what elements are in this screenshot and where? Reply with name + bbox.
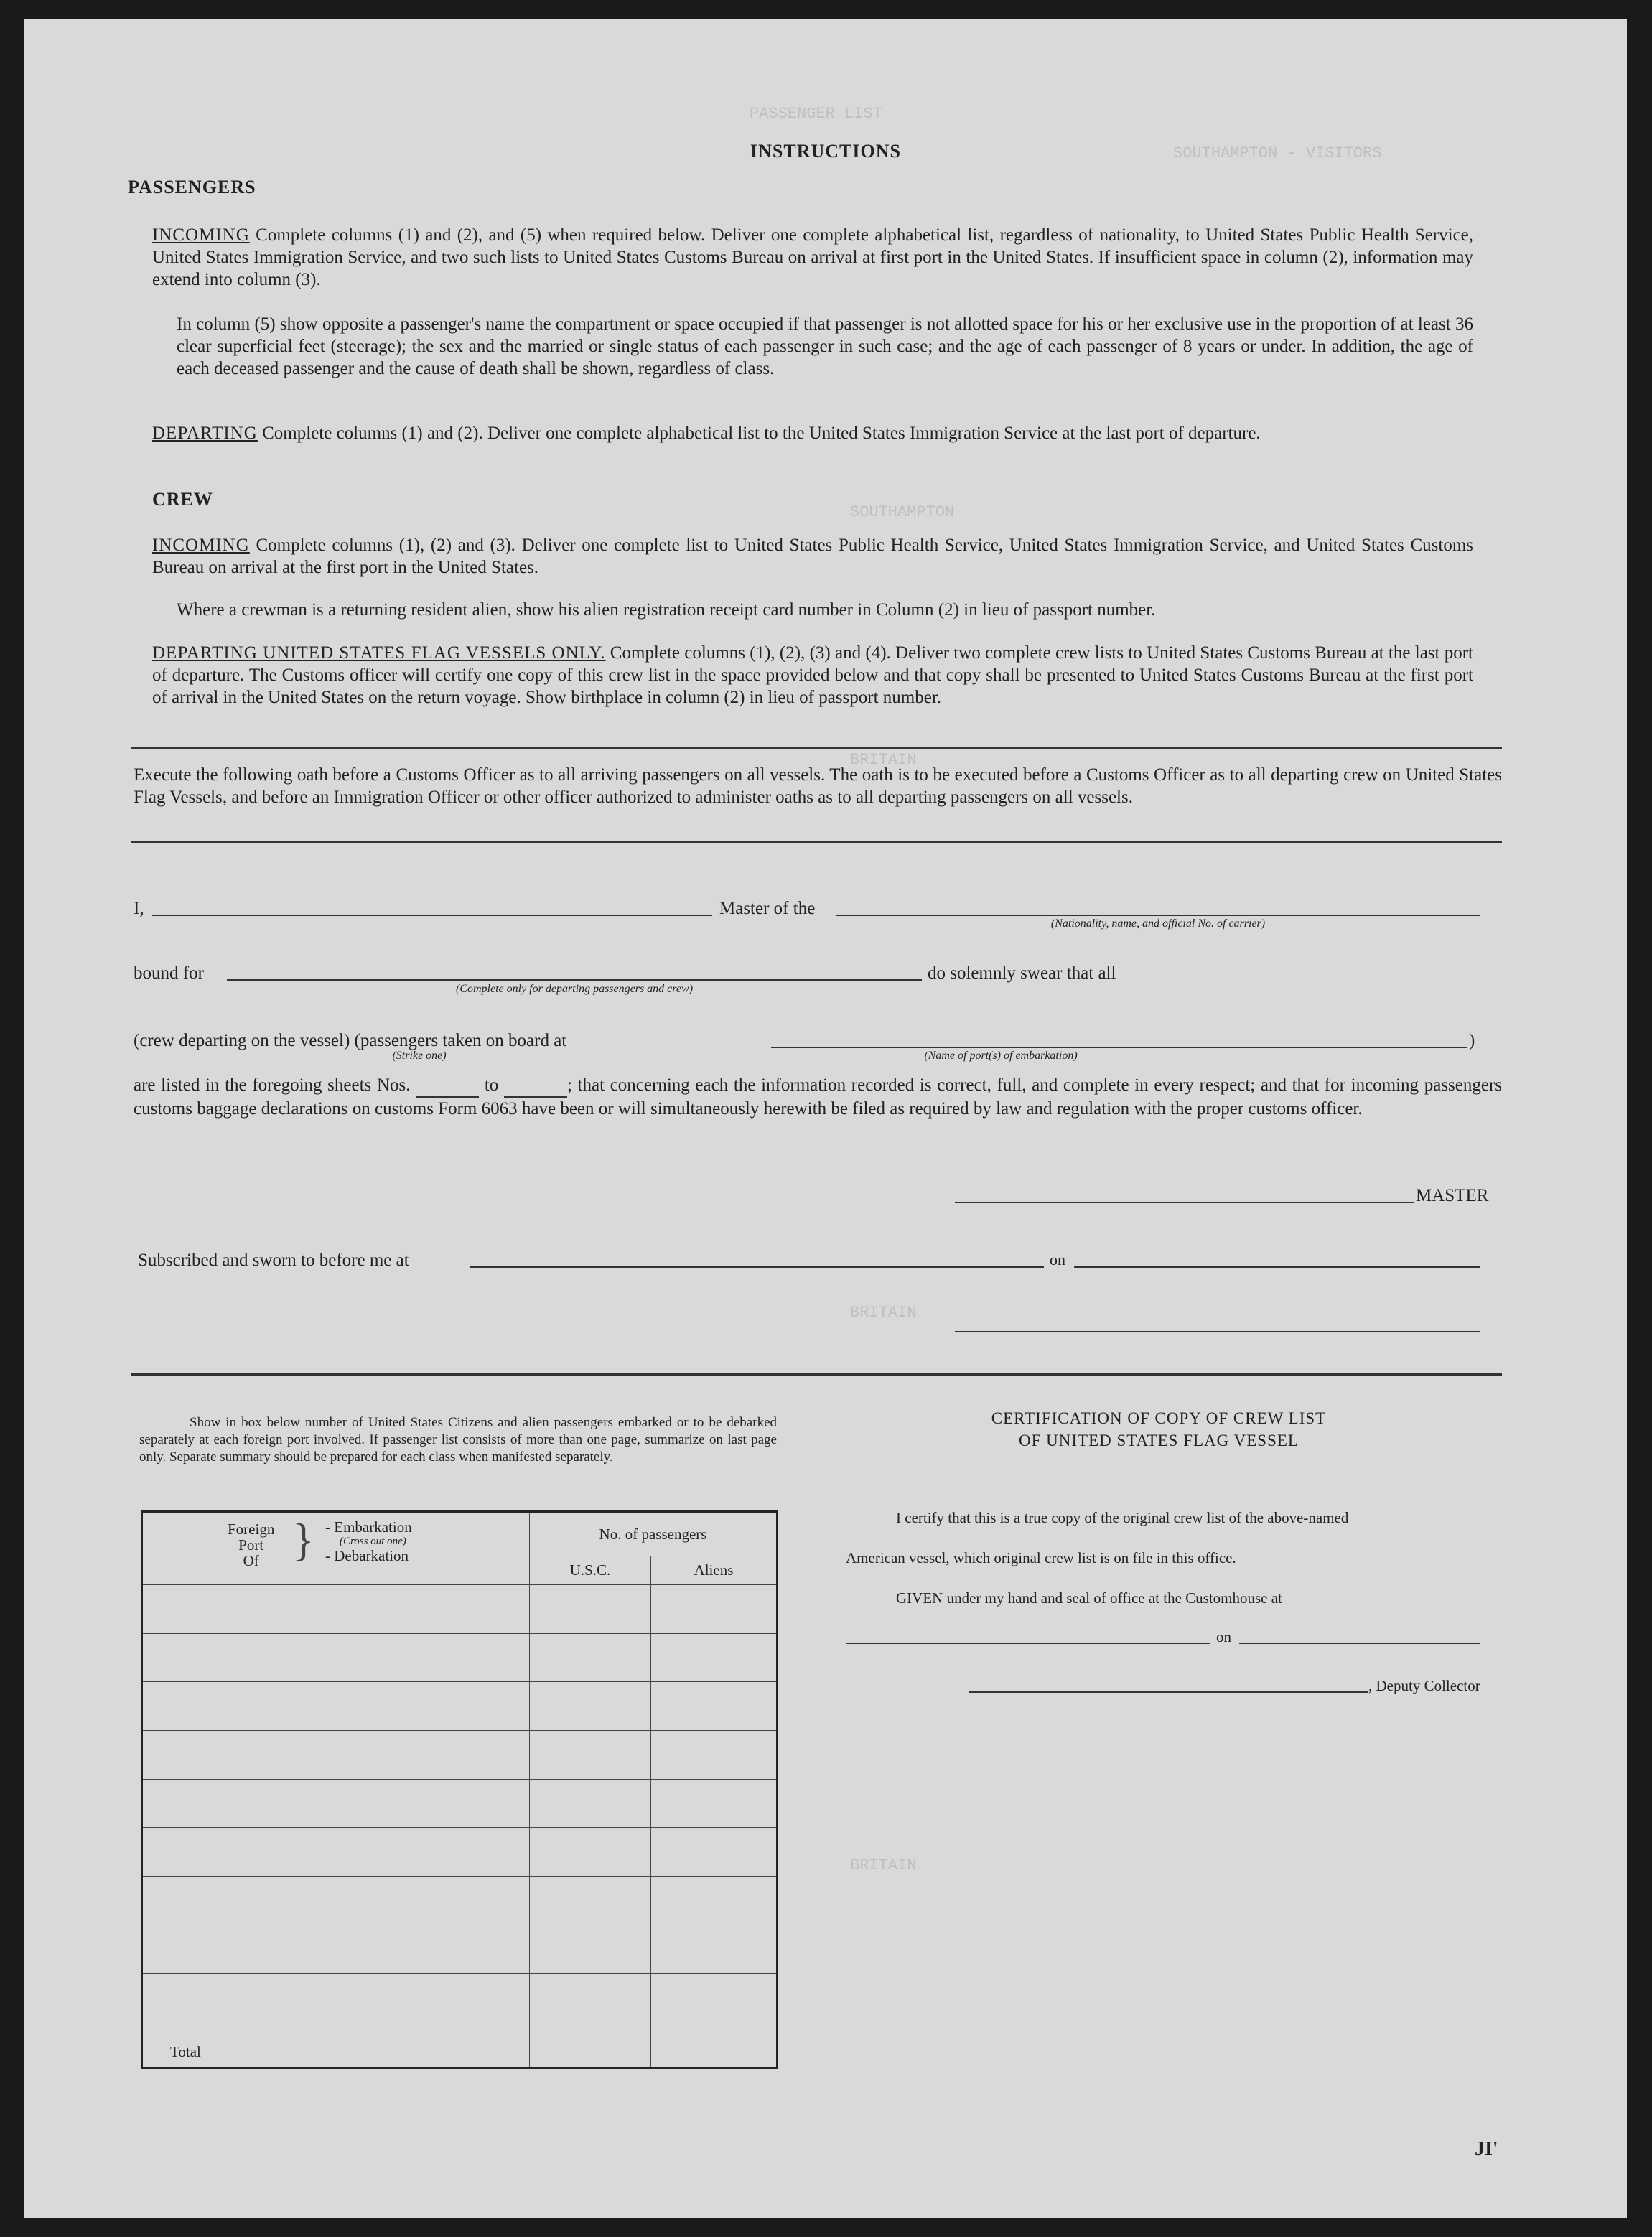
on-label: on [1050,1251,1065,1269]
resident-alien-paragraph: Where a crewman is a returning resident alien, show his alien registration receipt card number in Column (2) in lieu of passport number. [177,600,1156,620]
section-divider [131,747,1502,749]
bound-for-field[interactable] [227,979,922,981]
total-label: Total [142,2022,530,2068]
deputy-signature-field[interactable] [969,1691,1368,1693]
of-word: Of [243,1552,259,1569]
embarkation-label[interactable]: - Embarkation [325,1518,412,1536]
corner-mark: JI' [1475,2138,1498,2160]
table-row[interactable] [142,1633,778,1682]
oath-divider [131,841,1502,843]
brace-glyph: } [292,1514,314,1565]
foreign-port-of [228,1521,274,1569]
bleed-through-text: BRITAIN [850,1857,917,1874]
customhouse-field[interactable] [846,1643,1210,1644]
crew-incoming-label: INCOMING [152,536,250,555]
flag-vessels-text: Complete columns (1), (2), (3) and (4). Deliver two complete crew lists to United States Customs Bureau at the last port of departure. The Customs officer will certify one copy of this crew list in the space provided below and that copy shall be presented to United States Customs Bureau at the first port of arrival in the United States on the return voyage. Show birthplace in column (2) in lieu of passport number. [152,643,1474,707]
cert-on-label: on [1216,1628,1231,1645]
crew-incoming-paragraph [152,534,1473,579]
embarkation-ports-field[interactable] [771,1047,1467,1048]
document-page [24,19,1627,2218]
subscribed-label: Subscribed and sworn to before me at [138,1251,409,1270]
aliens-header: Aliens [651,1556,778,1585]
flag-vessels-paragraph [152,642,1473,709]
master-label: MASTER [1416,1186,1489,1205]
listed-suffix: ; that concerning each the information recorded is correct, full, and complete in every respect; and that for incoming passengers customs baggage declarations on customs Form 6063 have been or will simultaneously herewith be filed as required by law and regulation with the proper customs officer. [134,1075,1503,1118]
deputy-collector-label: , Deputy Collector [1368,1677,1480,1694]
to-label: to [484,1075,499,1095]
certify-text-line2: American vessel, which original crew list is on file in this office. [846,1549,1236,1566]
table-row[interactable] [142,1974,778,2022]
i-label: I, [134,899,144,918]
incoming-text: Complete columns (1) and (2), and (5) when required below. Deliver one complete alphabetical list, regardless of nationality, to United States Public Health Service, United States Immigration Service, and two such lists to United States Customs Bureau on arrival at first port in the United States. If insufficient space in column (2), information may extend into column (3). [152,225,1474,289]
passenger-summary-table [141,1510,778,2069]
port-header-cell [142,1512,530,1585]
master-of-label: Master of the [719,899,816,918]
crew-incoming-text: Complete columns (1), (2) and (3). Deliver one complete list to United States Public Health Service, United States Immigration Service, and United States Customs Bureau on arrival at the first port in the United States. [152,536,1474,577]
crew-departing-label: (crew departing on the vessel) (passengers taken on board at [134,1031,567,1050]
incoming-label: INCOMING [152,225,250,245]
sheet-to-field[interactable] [504,1074,567,1098]
sworn-date-field[interactable] [1074,1266,1480,1268]
usc-header: U.S.C. [530,1556,651,1585]
officer-signature-field[interactable] [955,1331,1480,1332]
table-row[interactable] [142,1828,778,1877]
bleed-through-text: SOUTHAMPTON [850,503,955,521]
ports-caption: (Name of port(s) of embarkation) [924,1050,1078,1062]
table-row[interactable] [142,1876,778,1925]
table-row[interactable] [142,1682,778,1731]
certification-title [843,1407,1475,1452]
master-name-field[interactable] [152,915,712,916]
certify-text-line1: I certify that this is a true copy of the original crew list of the above-named [896,1509,1349,1526]
total-row[interactable] [142,2022,778,2068]
bound-for-caption: (Complete only for departing passengers and crew) [455,983,694,995]
cert-date-field[interactable] [1239,1643,1480,1644]
swear-label: do solemnly swear that all [928,963,1116,983]
bottom-section-divider [131,1373,1502,1376]
sheet-from-field[interactable] [416,1074,479,1098]
bound-for-label: bound for [134,963,204,983]
sworn-place-field[interactable] [470,1266,1044,1268]
embark-debark-labels [325,1520,412,1563]
passengers-incoming-paragraph [152,224,1473,291]
summary-instructions: Show in box below number of United States Citizens and alien passengers embarked or to be debarked separately at each foreign port involved. If passenger list consists of more than one page, summarize on last page only. Separate summary should be prepared for each class when manifested separately. [139,1415,777,1465]
listed-paragraph [134,1074,1502,1120]
departing-label: DEPARTING [152,424,258,443]
strike-caption: (Strike one) [392,1050,447,1062]
bleed-through-text: BRITAIN [850,751,917,769]
certification-title-line1: CERTIFICATION OF COPY OF CREW LIST [991,1409,1327,1427]
master-signature-field[interactable] [955,1202,1414,1203]
listed-prefix: are listed in the foregoing sheets Nos. [134,1075,411,1095]
port-word: Port [238,1536,264,1554]
passengers-departing-paragraph [152,422,1473,444]
crew-heading: CREW [152,489,213,510]
table-row[interactable] [142,1925,778,1974]
bleed-through-text: SOUTHAMPTON - VISITORS [1173,144,1382,162]
carrier-caption: (Nationality, name, and official No. of carrier) [1050,917,1266,930]
foreign-word: Foreign [228,1521,275,1538]
debarkation-label[interactable]: - Debarkation [325,1547,409,1564]
column5-paragraph: In column (5) show opposite a passenger's name the compartment or space occupied if that passenger is not allotted space for his or her exclusive use in the proportion of at least 36 clear superficial feet (steerage); the sex and the married or single status of each passenger in such case; and the age of each passenger of 8 years or under. In addition, the age of each deceased passenger and the cause of death shall be shown, regardless of class. [177,314,1473,378]
close-paren: ) [1469,1031,1475,1050]
carrier-field[interactable] [836,915,1480,916]
bleed-through-text: BRITAIN [850,1304,917,1322]
departing-text: Complete columns (1) and (2). Deliver one complete alphabetical list to the United States Immigration Service at the last port of departure. [262,424,1261,443]
table-row[interactable] [142,1585,778,1634]
bleed-through-text: PASSENGER LIST [750,105,882,123]
flag-vessels-label: DEPARTING UNITED STATES FLAG VESSELS ONLY. [152,643,606,663]
certification-title-line2: OF UNITED STATES FLAG VESSEL [1019,1432,1299,1449]
table-row[interactable] [142,1779,778,1828]
cross-out-caption: (Cross out one) [340,1536,406,1547]
passengers-heading: PASSENGERS [128,177,256,197]
page-title: INSTRUCTIONS [750,141,901,162]
no-of-passengers-header: No. of passengers [530,1512,778,1556]
table-row[interactable] [142,1730,778,1779]
oath-intro: Execute the following oath before a Customs Officer as to all arriving passengers on all vessels. The oath is to be executed before a Customs Officer as to all departing crew on United States Flag Vessels, and before an Immigration Officer or other officer authorized to administer oaths as to all departing passengers on all vessels. [134,765,1502,807]
given-text: GIVEN under my hand and seal of office at the Customhouse at [896,1589,1282,1607]
